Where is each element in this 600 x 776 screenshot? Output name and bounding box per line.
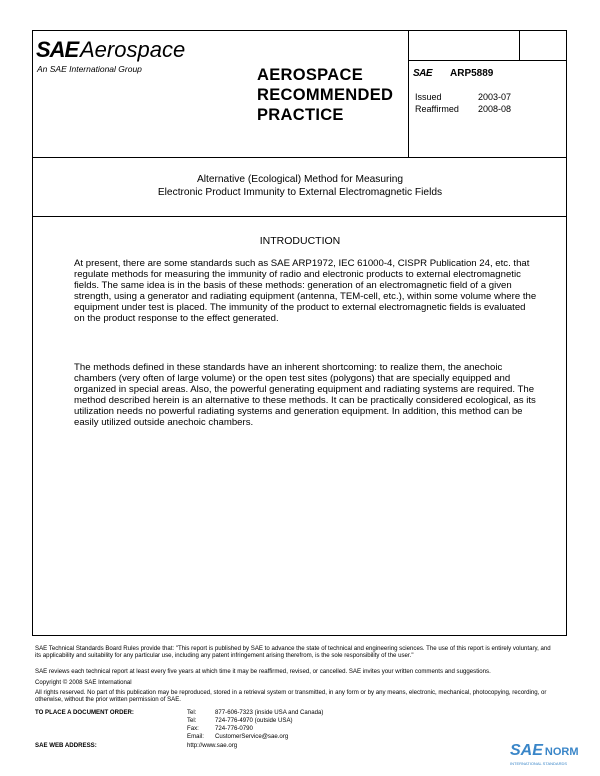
body-border-left <box>32 216 33 636</box>
web-address-link[interactable]: http://www.sae.org <box>187 742 238 749</box>
document-title <box>100 173 500 199</box>
fax-value: 724-776-0790 <box>215 725 253 732</box>
watermark-subtitle: INTERNATIONAL STANDARDS <box>510 761 568 766</box>
title-border-left <box>32 157 33 217</box>
footer-rights-text: All rights reserved. No part of this publication may be reproduced, stored in a retrieval system or transmitted, in any form or by any means, electronic, mechanical, photocopying, recording, or otherwise, without the prior written permission of SAE. <box>35 689 547 704</box>
title-border-bottom <box>32 216 567 217</box>
document-title-line2: Electronic Product Immunity to External Electromagnetic Fields <box>157 187 443 198</box>
document-type <box>257 65 393 125</box>
footer-copyright: Copyright © 2008 SAE International <box>35 679 132 686</box>
header-border-right <box>566 30 567 158</box>
document-type-line3: PRACTICE <box>257 106 344 124</box>
header-divider-vertical <box>408 30 409 158</box>
order-label: TO PLACE A DOCUMENT ORDER: <box>35 709 134 716</box>
sae-logo-subtitle: An SAE International Group <box>37 64 142 74</box>
document-type-line1: AEROSPACE <box>257 66 363 84</box>
body-border-bottom <box>32 635 567 636</box>
header-border-left <box>32 30 33 158</box>
tel1-label: Tel: <box>187 709 197 716</box>
email-label: Email: <box>187 733 204 740</box>
document-title-line1: Alternative (Ecological) Method for Measuring <box>196 174 404 185</box>
email-value: CustomerService@sae.org <box>215 733 289 740</box>
body-border-right <box>566 216 567 636</box>
web-label: SAE WEB ADDRESS: <box>35 742 97 749</box>
fax-label: Fax: <box>187 725 199 732</box>
issued-date: 2003-07 <box>478 92 512 102</box>
footer-rules-text: SAE Technical Standards Board Rules provide that: "This report is published by SAE to advance the state of technical and engineering sciences. The use of this report is entirely voluntary, and its applicability and suitability for any particular use, including any patent infringement arising therefrom, is the sole responsibility of the user." <box>35 645 551 660</box>
tel2-label: Tel: <box>187 717 197 724</box>
sae-mark: SAE <box>413 68 433 79</box>
title-border-right <box>566 157 567 217</box>
issued-label: Issued <box>415 92 442 102</box>
intro-paragraph-2: The methods defined in these standards have an inherent shortcoming: to realize them, the anechoic chambers (very often of large volume) or the open test sites (polygons) that are specially equipped and organized in special areas. Also, the powerful generating equipment and radiating systems are required. The method described herein is an alternative to these methods. It can be practically considered ecological, as its utilization needs no powerful radiating systems and generation equipment. In addition, this method can be easily utilized outside anechoic chambers. <box>74 362 536 428</box>
header-corner-left <box>519 30 520 61</box>
sae-logo-word: Aerospace <box>80 37 186 62</box>
document-number: ARP5889 <box>450 68 494 79</box>
sae-norm-watermark <box>510 742 579 766</box>
header-border-top <box>32 30 567 31</box>
intro-paragraph-1: At present, there are some standards such as SAE ARP1972, IEC 61000-4, CISPR Publication 24, etc. that regulate methods for measuring the immunity of radio and electronic products to external electromagnetic fields. The same idea is in the basis of these methods: generation of an electromagnetic field of a given strength, using a generator and radiating equipment (antenna, TEM-cell, etc.), within some volume where the equipment under test is placed. The immunity of the product to external electromagnetic fields is evaluated on the product response to the effect generated. <box>74 258 537 324</box>
watermark-word: NORM <box>544 746 579 758</box>
header-corner-bottom <box>408 60 567 61</box>
footer-review-text: SAE reviews each technical report at least every five years at which time it may be reaffirmed, revised, or cancelled. SAE invites your written comments and suggestions. <box>35 668 491 675</box>
document-type-line2: RECOMMENDED <box>257 86 394 104</box>
reaffirmed-label: Reaffirmed <box>415 104 459 114</box>
tel1-value: 877-606-7323 (inside USA and Canada) <box>215 709 324 716</box>
tel2-value: 724-776-4970 (outside USA) <box>215 717 293 724</box>
watermark-brand: SAE <box>510 742 543 759</box>
sae-logo-brand: SAE <box>36 37 79 62</box>
reaffirmed-date: 2008-08 <box>478 104 512 114</box>
introduction-heading: INTRODUCTION <box>259 235 341 247</box>
header-border-bottom <box>32 157 567 158</box>
